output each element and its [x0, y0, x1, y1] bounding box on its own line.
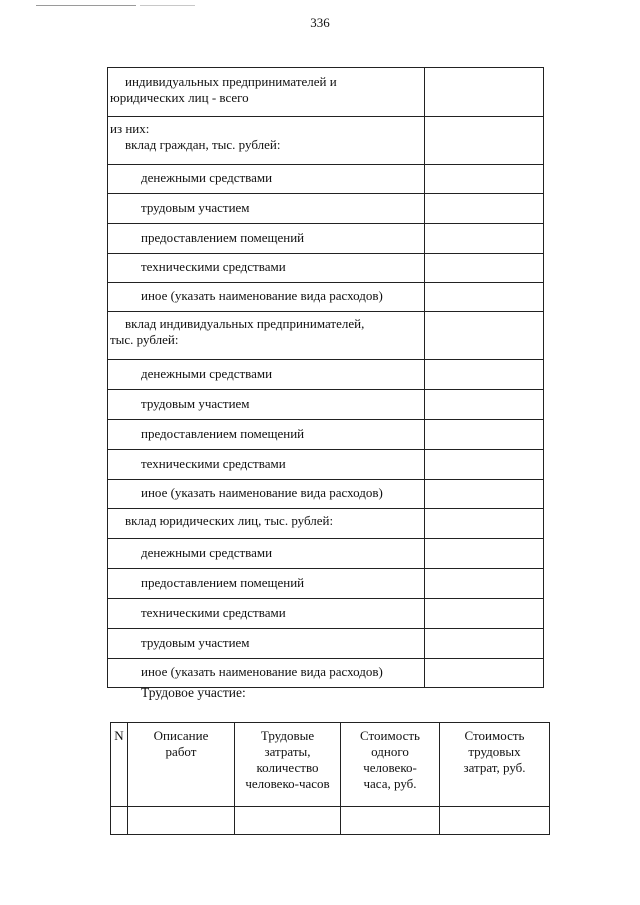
page-number: 336: [310, 15, 330, 30]
column-header: [341, 723, 440, 807]
column-header-text: работ: [165, 744, 197, 759]
value-cell[interactable]: [425, 117, 544, 165]
row-label: техническими средствами: [141, 259, 286, 274]
value-cell[interactable]: [425, 254, 544, 283]
column-header: [440, 723, 550, 807]
row-label: предоставлением помещений: [141, 230, 305, 245]
row-label-cell: [108, 480, 425, 509]
value-cell[interactable]: [425, 68, 544, 117]
row-label-cell: [108, 117, 425, 165]
column-header-text: Стоимость: [464, 728, 525, 743]
row-label-cell: [108, 68, 425, 117]
row-label: денежными средствами: [141, 545, 273, 560]
row-label-cell: [108, 420, 425, 450]
column-header-text: часа, руб.: [363, 776, 417, 791]
value-cell[interactable]: [425, 539, 544, 569]
table-row: [108, 569, 544, 599]
row-label-cell: [108, 539, 425, 569]
row-label-cell: [108, 254, 425, 283]
row-label-cell: [108, 509, 425, 539]
row-label-cell: [108, 312, 425, 360]
row-label-cell: [108, 283, 425, 312]
row-label-cell: [108, 659, 425, 688]
row-label: юридических лиц - всего: [110, 90, 249, 105]
row-label: вклад граждан, тыс. рублей:: [125, 137, 281, 152]
row-label: вклад индивидуальных предпринимателей,: [125, 316, 365, 331]
table-row: [108, 283, 544, 312]
value-cell[interactable]: [425, 480, 544, 509]
column-header: [111, 723, 128, 807]
table-row: [108, 68, 544, 117]
contributions-table: [107, 67, 544, 688]
row-label: вклад юридических лиц, тыс. рублей:: [125, 513, 334, 528]
row-label: трудовым участием: [141, 635, 250, 650]
table-row: [108, 117, 544, 165]
table-row: [108, 312, 544, 360]
value-cell[interactable]: [425, 390, 544, 420]
table-row: [108, 659, 544, 688]
row-label-cell: [108, 569, 425, 599]
empty-cell[interactable]: [235, 807, 341, 835]
column-header-text: трудовых: [468, 744, 521, 759]
empty-cell[interactable]: [128, 807, 235, 835]
column-header-text: количество: [256, 760, 319, 775]
row-label: техническими средствами: [141, 456, 286, 471]
value-cell[interactable]: [425, 569, 544, 599]
value-cell[interactable]: [425, 420, 544, 450]
value-cell[interactable]: [425, 450, 544, 480]
row-label-cell: [108, 450, 425, 480]
table-row: [111, 807, 550, 835]
column-header-text: Трудовые: [260, 728, 315, 743]
row-label: денежными средствами: [141, 366, 273, 381]
row-label: трудовым участием: [141, 200, 250, 215]
column-header-text: затраты,: [264, 744, 311, 759]
table-row: [108, 224, 544, 254]
column-header: [128, 723, 235, 807]
row-label: иное (указать наименование вида расходов): [141, 485, 383, 500]
value-cell[interactable]: [425, 659, 544, 688]
column-header-text: Описание: [153, 728, 209, 743]
row-label: тыс. рублей:: [110, 332, 179, 347]
empty-cell[interactable]: [440, 807, 550, 835]
row-label-cell: [108, 599, 425, 629]
table-row: [108, 450, 544, 480]
empty-cell[interactable]: [341, 807, 440, 835]
table-row: [108, 629, 544, 659]
column-header-text: человеко-часов: [245, 776, 330, 791]
value-cell[interactable]: [425, 599, 544, 629]
column-header-text: N: [114, 728, 124, 743]
value-cell[interactable]: [425, 629, 544, 659]
top-scan-rule: [140, 5, 195, 6]
row-label-cell: [108, 165, 425, 194]
row-label: денежными средствами: [141, 170, 273, 185]
row-label: трудовым участием: [141, 396, 250, 411]
row-label-cell: [108, 390, 425, 420]
row-label-cell: [108, 194, 425, 224]
value-cell[interactable]: [425, 224, 544, 254]
row-label-cell: [108, 224, 425, 254]
table-row: [108, 599, 544, 629]
table-row: [108, 194, 544, 224]
top-scan-rule: [36, 5, 136, 6]
row-label: из них:: [110, 121, 150, 136]
row-label: иное (указать наименование вида расходов): [141, 288, 383, 303]
table-row: [108, 390, 544, 420]
table-row: [108, 165, 544, 194]
value-cell[interactable]: [425, 360, 544, 390]
row-label: предоставлением помещений: [141, 575, 305, 590]
table-row: [108, 254, 544, 283]
column-header: [235, 723, 341, 807]
row-label-cell: [108, 629, 425, 659]
table-row: [108, 360, 544, 390]
column-header-text: человеко-: [363, 760, 417, 775]
table-row: [108, 480, 544, 509]
row-label: иное (указать наименование вида расходов): [141, 664, 383, 679]
table-row: [108, 420, 544, 450]
empty-cell[interactable]: [111, 807, 128, 835]
row-label: техническими средствами: [141, 605, 286, 620]
value-cell[interactable]: [425, 283, 544, 312]
table-row: [108, 509, 544, 539]
row-label: индивидуальных предпринимателей и: [125, 74, 337, 89]
row-label: предоставлением помещений: [141, 426, 305, 441]
labor-participation-table: [110, 722, 550, 835]
value-cell[interactable]: [425, 509, 544, 539]
table-header-row: [111, 723, 550, 807]
value-cell[interactable]: [425, 312, 544, 360]
labor-participation-heading: Трудовое участие:: [141, 685, 246, 700]
column-header-text: затрат, руб.: [463, 760, 526, 775]
row-label-cell: [108, 360, 425, 390]
value-cell[interactable]: [425, 165, 544, 194]
column-header-text: одного: [371, 744, 409, 759]
value-cell[interactable]: [425, 194, 544, 224]
column-header-text: Стоимость: [360, 728, 420, 743]
table-row: [108, 539, 544, 569]
